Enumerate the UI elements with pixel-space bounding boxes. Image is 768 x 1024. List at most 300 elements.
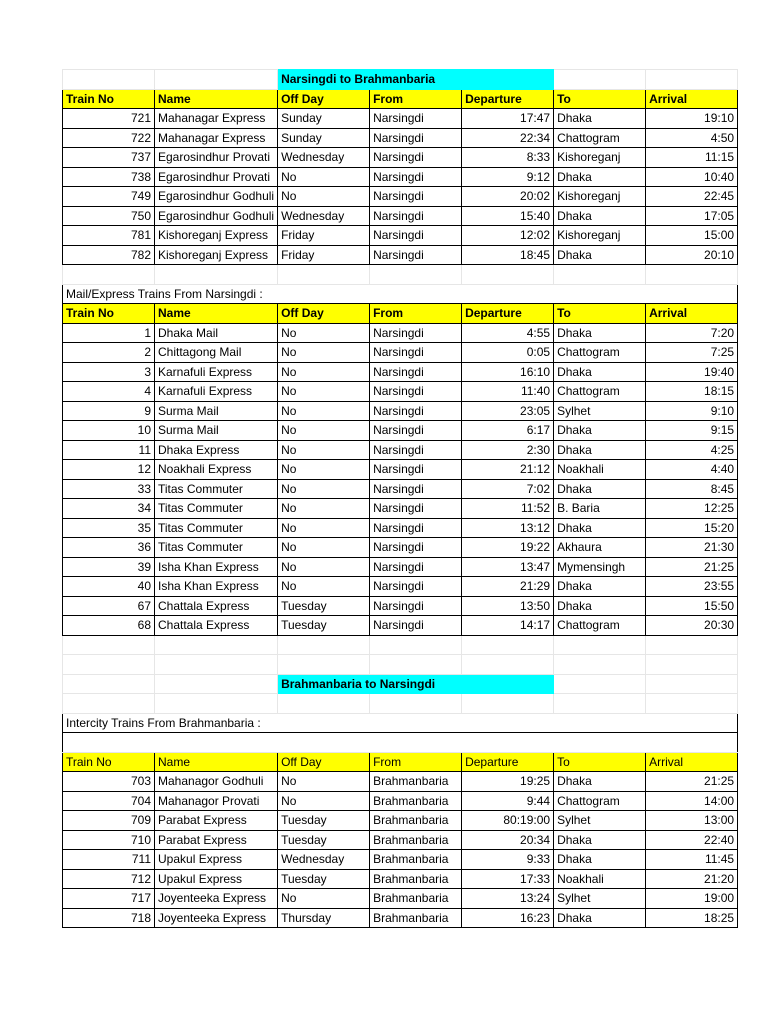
table-cell[interactable]: 14:00 — [646, 791, 738, 811]
table-cell[interactable]: 10:40 — [646, 167, 738, 187]
empty-cell[interactable] — [63, 655, 155, 675]
table-cell[interactable]: 80:19:00 — [462, 811, 554, 831]
empty-cell[interactable] — [370, 635, 462, 655]
table-cell[interactable]: 19:00 — [646, 889, 738, 909]
table-cell[interactable]: Dhaka — [554, 850, 646, 870]
table-cell[interactable]: 712 — [63, 869, 155, 889]
table-cell[interactable]: 17:05 — [646, 206, 738, 226]
table-cell[interactable]: Egarosindhur Provati — [155, 148, 278, 168]
table-cell[interactable]: 23:05 — [462, 401, 554, 421]
table-cell[interactable]: Noakhali — [554, 869, 646, 889]
empty-cell[interactable] — [554, 265, 646, 285]
table-cell[interactable]: Thursday — [278, 908, 370, 928]
table-cell[interactable]: Titas Commuter — [155, 518, 278, 538]
empty-cell[interactable] — [155, 265, 278, 285]
table-cell[interactable]: No — [278, 772, 370, 792]
table-cell[interactable]: Tuesday — [278, 616, 370, 636]
table-cell[interactable]: Joyenteeka Express — [155, 889, 278, 909]
table-cell[interactable]: 17:47 — [462, 109, 554, 129]
empty-cell[interactable] — [462, 265, 554, 285]
table-cell[interactable]: 36 — [63, 538, 155, 558]
table-cell[interactable]: Dhaka — [554, 245, 646, 265]
table-cell[interactable]: Egarosindhur Godhuli — [155, 187, 278, 207]
table-cell[interactable]: 9:10 — [646, 401, 738, 421]
table-cell[interactable]: Brahmanbaria — [370, 908, 462, 928]
section3-title-row — [63, 674, 738, 694]
table-cell[interactable]: No — [278, 538, 370, 558]
table-cell[interactable]: 11:40 — [462, 382, 554, 402]
table-cell[interactable]: 738 — [63, 167, 155, 187]
section3-label-row — [63, 713, 738, 733]
empty-cell[interactable] — [155, 655, 278, 675]
table-cell[interactable]: Kishoreganj — [554, 226, 646, 246]
table-cell[interactable]: No — [278, 460, 370, 480]
table-cell[interactable]: 20:30 — [646, 616, 738, 636]
table-cell[interactable]: 718 — [63, 908, 155, 928]
table-cell[interactable]: No — [278, 362, 370, 382]
table-cell[interactable]: 18:25 — [646, 908, 738, 928]
empty-cell[interactable] — [554, 655, 646, 675]
table-cell[interactable]: Mymensingh — [554, 557, 646, 577]
table-cell[interactable]: No — [278, 401, 370, 421]
table-cell[interactable]: 710 — [63, 830, 155, 850]
table-cell[interactable]: Dhaka — [554, 830, 646, 850]
table-cell[interactable]: Titas Commuter — [155, 499, 278, 519]
table-row — [63, 889, 738, 909]
section-title[interactable]: Brahmanbaria to Narsingdi — [278, 674, 554, 694]
empty-cell[interactable] — [462, 635, 554, 655]
table-cell[interactable]: Mahanagor Godhuli — [155, 772, 278, 792]
table-cell[interactable]: Dhaka — [554, 577, 646, 597]
table-cell[interactable]: Sunday — [278, 109, 370, 129]
column-header[interactable]: Departure — [462, 89, 554, 109]
table-cell[interactable]: 2 — [63, 343, 155, 363]
table-cell[interactable]: No — [278, 421, 370, 441]
table-cell[interactable]: 19:22 — [462, 538, 554, 558]
column-header[interactable]: To — [554, 752, 646, 772]
table-cell[interactable]: No — [278, 343, 370, 363]
table-cell[interactable]: Narsingdi — [370, 362, 462, 382]
table-cell[interactable]: Kishoreganj Express — [155, 245, 278, 265]
table-cell[interactable]: 22:45 — [646, 187, 738, 207]
table-cell[interactable]: Dhaka — [554, 596, 646, 616]
table-cell[interactable]: 21:29 — [462, 577, 554, 597]
table-cell[interactable]: Narsingdi — [370, 206, 462, 226]
table-cell[interactable]: 13:12 — [462, 518, 554, 538]
table-cell[interactable]: Parabat Express — [155, 811, 278, 831]
table-cell[interactable]: 10 — [63, 421, 155, 441]
table-cell[interactable]: 35 — [63, 518, 155, 538]
table-cell[interactable]: 39 — [63, 557, 155, 577]
table-cell[interactable]: Dhaka — [554, 440, 646, 460]
table-cell[interactable]: Chattogram — [554, 128, 646, 148]
table-cell[interactable]: Narsingdi — [370, 440, 462, 460]
table-cell[interactable]: Sylhet — [554, 889, 646, 909]
table-cell[interactable]: Upakul Express — [155, 850, 278, 870]
table-cell[interactable]: 3 — [63, 362, 155, 382]
column-header[interactable]: From — [370, 89, 462, 109]
table-cell[interactable]: Narsingdi — [370, 343, 462, 363]
table-cell[interactable]: 15:50 — [646, 596, 738, 616]
table-cell[interactable]: Sylhet — [554, 401, 646, 421]
empty-cell[interactable] — [155, 70, 278, 90]
table-cell[interactable]: 709 — [63, 811, 155, 831]
table-cell[interactable]: 9:15 — [646, 421, 738, 441]
table-cell[interactable]: 21:20 — [646, 869, 738, 889]
table-cell[interactable]: 23:55 — [646, 577, 738, 597]
empty-cell[interactable] — [278, 635, 370, 655]
table-cell[interactable]: Narsingdi — [370, 323, 462, 343]
table-cell[interactable]: Brahmanbaria — [370, 889, 462, 909]
table-cell[interactable]: 749 — [63, 187, 155, 207]
table-cell[interactable]: No — [278, 479, 370, 499]
empty-cell[interactable] — [155, 674, 278, 694]
table-cell[interactable]: 703 — [63, 772, 155, 792]
table-cell[interactable]: Narsingdi — [370, 109, 462, 129]
empty-cell[interactable] — [554, 674, 646, 694]
column-header[interactable]: Off Day — [278, 89, 370, 109]
column-header[interactable]: Arrival — [646, 304, 738, 324]
empty-cell[interactable] — [370, 265, 462, 285]
column-header[interactable]: Train No — [63, 89, 155, 109]
table-cell[interactable]: 8:45 — [646, 479, 738, 499]
table-cell[interactable]: Titas Commuter — [155, 479, 278, 499]
table-cell[interactable]: Brahmanbaria — [370, 850, 462, 870]
empty-cell[interactable] — [646, 70, 738, 90]
table-cell[interactable]: 15:40 — [462, 206, 554, 226]
table-cell[interactable]: Narsingdi — [370, 518, 462, 538]
empty-cell[interactable] — [63, 694, 155, 714]
empty-cell[interactable] — [646, 694, 738, 714]
table-cell[interactable]: 33 — [63, 479, 155, 499]
table-cell[interactable]: Dhaka — [554, 421, 646, 441]
table-cell[interactable]: 13:50 — [462, 596, 554, 616]
empty-cell[interactable] — [646, 655, 738, 675]
empty-cell[interactable] — [155, 635, 278, 655]
table-cell[interactable]: Tuesday — [278, 596, 370, 616]
table-cell[interactable]: 704 — [63, 791, 155, 811]
table-cell[interactable]: Narsingdi — [370, 499, 462, 519]
table-cell[interactable]: No — [278, 518, 370, 538]
table-cell[interactable]: No — [278, 187, 370, 207]
table-cell[interactable]: Sylhet — [554, 811, 646, 831]
spacer-cell[interactable] — [63, 733, 738, 753]
table-cell[interactable]: No — [278, 440, 370, 460]
table-row — [63, 811, 738, 831]
table-cell[interactable]: 18:15 — [646, 382, 738, 402]
table-cell[interactable]: Narsingdi — [370, 128, 462, 148]
table-cell[interactable]: Isha Khan Express — [155, 577, 278, 597]
table-cell[interactable]: Kishoreganj Express — [155, 226, 278, 246]
column-header[interactable]: Arrival — [646, 752, 738, 772]
table-cell[interactable]: Dhaka — [554, 323, 646, 343]
table-cell[interactable]: 750 — [63, 206, 155, 226]
table-cell[interactable]: Tuesday — [278, 869, 370, 889]
table-cell[interactable]: 12:25 — [646, 499, 738, 519]
table-cell[interactable]: Noakhali — [554, 460, 646, 480]
table-cell[interactable]: 7:02 — [462, 479, 554, 499]
column-header[interactable]: Train No — [63, 304, 155, 324]
empty-cell[interactable] — [63, 674, 155, 694]
table-cell[interactable]: Surma Mail — [155, 421, 278, 441]
table-cell[interactable]: 16:10 — [462, 362, 554, 382]
table-cell[interactable]: 12 — [63, 460, 155, 480]
table-cell[interactable]: 13:24 — [462, 889, 554, 909]
table-cell[interactable]: 21:12 — [462, 460, 554, 480]
column-header[interactable]: Arrival — [646, 89, 738, 109]
empty-cell[interactable] — [462, 694, 554, 714]
table-cell[interactable]: 21:25 — [646, 557, 738, 577]
table-cell[interactable]: Mahanagar Express — [155, 109, 278, 129]
table-cell[interactable]: Narsingdi — [370, 167, 462, 187]
table-cell[interactable]: Brahmanbaria — [370, 772, 462, 792]
table-cell[interactable]: Friday — [278, 245, 370, 265]
column-header[interactable]: Off Day — [278, 304, 370, 324]
table-cell[interactable]: Isha Khan Express — [155, 557, 278, 577]
table-cell[interactable]: Brahmanbaria — [370, 869, 462, 889]
table-cell[interactable]: Chattogram — [554, 343, 646, 363]
column-header[interactable]: To — [554, 89, 646, 109]
table-cell[interactable]: 12:02 — [462, 226, 554, 246]
empty-cell[interactable] — [155, 694, 278, 714]
table-cell[interactable]: Wednesday — [278, 850, 370, 870]
table-cell[interactable]: 6:17 — [462, 421, 554, 441]
table-cell[interactable]: Narsingdi — [370, 616, 462, 636]
column-header[interactable]: Name — [155, 89, 278, 109]
table-cell[interactable]: Egarosindhur Godhuli — [155, 206, 278, 226]
table-cell[interactable]: 722 — [63, 128, 155, 148]
table-cell[interactable]: Chattala Express — [155, 596, 278, 616]
table-cell[interactable]: 4 — [63, 382, 155, 402]
table-cell[interactable]: 68 — [63, 616, 155, 636]
table-cell[interactable]: Wednesday — [278, 148, 370, 168]
table-cell[interactable]: 67 — [63, 596, 155, 616]
table-cell[interactable]: Brahmanbaria — [370, 791, 462, 811]
table-row — [63, 499, 738, 519]
section-title[interactable]: Narsingdi to Brahmanbaria — [278, 70, 554, 90]
table-cell[interactable]: 19:40 — [646, 362, 738, 382]
column-header[interactable]: Name — [155, 752, 278, 772]
table-cell[interactable]: 0:05 — [462, 343, 554, 363]
table-row — [63, 343, 738, 363]
table-cell[interactable]: Narsingdi — [370, 479, 462, 499]
column-header[interactable]: To — [554, 304, 646, 324]
table-cell[interactable]: Dhaka Mail — [155, 323, 278, 343]
table-cell[interactable]: Tuesday — [278, 811, 370, 831]
table-cell[interactable]: Wednesday — [278, 206, 370, 226]
empty-cell[interactable] — [646, 674, 738, 694]
table-cell[interactable]: 9:12 — [462, 167, 554, 187]
table-cell[interactable]: Chattogram — [554, 791, 646, 811]
column-header[interactable]: From — [370, 752, 462, 772]
table-cell[interactable]: 717 — [63, 889, 155, 909]
table-cell[interactable]: 22:34 — [462, 128, 554, 148]
table-cell[interactable]: Brahmanbaria — [370, 811, 462, 831]
empty-cell[interactable] — [278, 694, 370, 714]
column-header[interactable]: Train No — [63, 752, 155, 772]
table-cell[interactable]: Noakhali Express — [155, 460, 278, 480]
table-cell[interactable]: 34 — [63, 499, 155, 519]
table-cell[interactable]: 19:25 — [462, 772, 554, 792]
table-cell[interactable]: Mahanagar Express — [155, 128, 278, 148]
table-cell[interactable]: Karnafuli Express — [155, 362, 278, 382]
table-cell[interactable]: 13:47 — [462, 557, 554, 577]
table-cell[interactable]: 4:50 — [646, 128, 738, 148]
table-row — [63, 460, 738, 480]
table-cell[interactable]: 11:52 — [462, 499, 554, 519]
table-cell[interactable]: 18:45 — [462, 245, 554, 265]
table-cell[interactable]: Parabat Express — [155, 830, 278, 850]
table-cell[interactable]: Narsingdi — [370, 382, 462, 402]
table-cell[interactable]: No — [278, 382, 370, 402]
column-header[interactable]: Name — [155, 304, 278, 324]
table-cell[interactable]: 7:25 — [646, 343, 738, 363]
table-cell[interactable]: 11:45 — [646, 850, 738, 870]
table-cell[interactable]: 20:34 — [462, 830, 554, 850]
table-cell[interactable]: 15:20 — [646, 518, 738, 538]
table-cell[interactable]: 17:33 — [462, 869, 554, 889]
table-cell[interactable]: Dhaka — [554, 479, 646, 499]
empty-cell[interactable] — [63, 265, 155, 285]
table-cell[interactable]: Kishoreganj — [554, 187, 646, 207]
table-cell[interactable]: Sunday — [278, 128, 370, 148]
column-header[interactable]: From — [370, 304, 462, 324]
table-cell[interactable]: Chittagong Mail — [155, 343, 278, 363]
empty-cell[interactable] — [646, 265, 738, 285]
table-row — [63, 908, 738, 928]
table-cell[interactable]: 13:00 — [646, 811, 738, 831]
table-row — [63, 616, 738, 636]
table-cell[interactable]: 9 — [63, 401, 155, 421]
table-cell[interactable]: No — [278, 557, 370, 577]
table-row — [63, 538, 738, 558]
table-cell[interactable]: 9:44 — [462, 791, 554, 811]
table-cell[interactable]: Dhaka — [554, 362, 646, 382]
table-cell[interactable]: 40 — [63, 577, 155, 597]
empty-cell[interactable] — [370, 655, 462, 675]
section-label[interactable]: Mail/Express Trains From Narsingdi : — [63, 284, 738, 304]
table-cell[interactable]: 11:15 — [646, 148, 738, 168]
table-cell[interactable]: Egarosindhur Provati — [155, 167, 278, 187]
table-cell[interactable]: 721 — [63, 109, 155, 129]
table-cell[interactable]: 782 — [63, 245, 155, 265]
table-cell[interactable]: Tuesday — [278, 830, 370, 850]
table-cell[interactable]: Dhaka Express — [155, 440, 278, 460]
table-cell[interactable]: Narsingdi — [370, 187, 462, 207]
table-cell[interactable]: Kishoreganj — [554, 148, 646, 168]
table-cell[interactable]: 9:33 — [462, 850, 554, 870]
table-cell[interactable]: 19:10 — [646, 109, 738, 129]
table-cell[interactable]: 4:55 — [462, 323, 554, 343]
table-cell[interactable]: No — [278, 499, 370, 519]
table-cell[interactable]: 20:02 — [462, 187, 554, 207]
table-cell[interactable]: Karnafuli Express — [155, 382, 278, 402]
table-row — [63, 109, 738, 129]
table-row — [63, 128, 738, 148]
table-cell[interactable]: 15:00 — [646, 226, 738, 246]
table-cell[interactable]: Dhaka — [554, 109, 646, 129]
empty-cell[interactable] — [646, 635, 738, 655]
empty-cell[interactable] — [278, 265, 370, 285]
table-cell[interactable]: 14:17 — [462, 616, 554, 636]
empty-cell[interactable] — [63, 70, 155, 90]
table-cell[interactable]: Chattogram — [554, 382, 646, 402]
empty-cell[interactable] — [278, 655, 370, 675]
table-cell[interactable]: Narsingdi — [370, 557, 462, 577]
table-cell[interactable]: 711 — [63, 850, 155, 870]
column-header[interactable]: Departure — [462, 304, 554, 324]
table-cell[interactable]: Chattala Express — [155, 616, 278, 636]
table-row — [63, 479, 738, 499]
table-cell[interactable]: Narsingdi — [370, 226, 462, 246]
table-cell[interactable]: Dhaka — [554, 167, 646, 187]
table-cell[interactable]: No — [278, 791, 370, 811]
table-cell[interactable]: Narsingdi — [370, 577, 462, 597]
table-cell[interactable]: 7:20 — [646, 323, 738, 343]
table-cell[interactable]: 781 — [63, 226, 155, 246]
table-cell[interactable]: Dhaka — [554, 206, 646, 226]
table-cell[interactable]: 1 — [63, 323, 155, 343]
table-cell[interactable]: 8:33 — [462, 148, 554, 168]
table-cell[interactable]: 21:25 — [646, 772, 738, 792]
table-cell[interactable]: Dhaka — [554, 518, 646, 538]
table-cell[interactable]: Narsingdi — [370, 460, 462, 480]
table-cell[interactable]: Narsingdi — [370, 421, 462, 441]
table-cell[interactable]: Titas Commuter — [155, 538, 278, 558]
table-cell[interactable]: Brahmanbaria — [370, 830, 462, 850]
table-cell[interactable]: Narsingdi — [370, 148, 462, 168]
table-cell[interactable]: Joyenteeka Express — [155, 908, 278, 928]
table-cell[interactable]: No — [278, 323, 370, 343]
empty-cell[interactable] — [370, 694, 462, 714]
column-header[interactable]: Departure — [462, 752, 554, 772]
table-cell[interactable]: 22:40 — [646, 830, 738, 850]
table-cell[interactable]: No — [278, 889, 370, 909]
table-cell[interactable]: 20:10 — [646, 245, 738, 265]
table-cell[interactable]: No — [278, 167, 370, 187]
table-cell[interactable]: 737 — [63, 148, 155, 168]
column-header[interactable]: Off Day — [278, 752, 370, 772]
table-cell[interactable]: No — [278, 577, 370, 597]
table-cell[interactable]: Mahanagor Provati — [155, 791, 278, 811]
table-cell[interactable]: Narsingdi — [370, 245, 462, 265]
empty-cell[interactable] — [63, 635, 155, 655]
table-cell[interactable]: Surma Mail — [155, 401, 278, 421]
table-cell[interactable]: Friday — [278, 226, 370, 246]
table-cell[interactable]: Upakul Express — [155, 869, 278, 889]
table-cell[interactable]: 16:23 — [462, 908, 554, 928]
table-cell[interactable]: Chattogram — [554, 616, 646, 636]
empty-cell[interactable] — [462, 655, 554, 675]
section-label[interactable]: Intercity Trains From Brahmanbaria : — [63, 713, 738, 733]
empty-cell[interactable] — [554, 694, 646, 714]
table-cell[interactable]: Dhaka — [554, 772, 646, 792]
table-cell[interactable]: B. Baria — [554, 499, 646, 519]
table-cell[interactable]: 4:25 — [646, 440, 738, 460]
table-cell[interactable]: Dhaka — [554, 908, 646, 928]
table-cell[interactable]: 2:30 — [462, 440, 554, 460]
table-cell[interactable]: 21:30 — [646, 538, 738, 558]
table-cell[interactable]: Narsingdi — [370, 538, 462, 558]
table-cell[interactable]: 4:40 — [646, 460, 738, 480]
table-row — [63, 577, 738, 597]
table-cell[interactable]: Narsingdi — [370, 401, 462, 421]
empty-cell[interactable] — [554, 635, 646, 655]
table-cell[interactable]: Narsingdi — [370, 596, 462, 616]
table-cell[interactable]: Akhaura — [554, 538, 646, 558]
table-cell[interactable]: 11 — [63, 440, 155, 460]
empty-cell[interactable] — [554, 70, 646, 90]
